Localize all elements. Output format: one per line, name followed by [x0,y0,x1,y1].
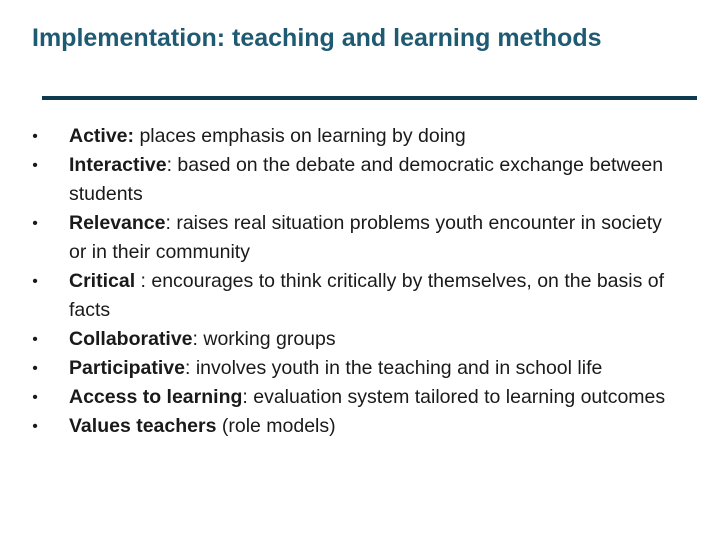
bullet-icon: • [32,157,38,174]
bullet-icon: • [32,215,38,232]
bullet-item-interactive [30,151,670,209]
bullet-item-collaborative [30,325,670,354]
bullet-icon: • [32,389,38,406]
bullet-item-critical [30,267,670,325]
bullet-text: : working groups [192,328,336,350]
bullet-icon: • [32,418,38,435]
bullet-text: : evaluation system tailored to learning outcomes [242,386,666,408]
bullet-term: Participative [69,357,185,379]
bullet-term: Relevance [69,212,166,234]
bullet-term: Access to learning [69,386,243,408]
bullet-item-participative [30,354,670,383]
bullet-icon: • [32,128,38,145]
bullet-icon: • [32,360,38,377]
bullet-term: Active: [69,125,135,147]
bullet-term: Critical [69,270,141,292]
bullet-list [30,122,670,441]
bullet-term: Interactive [69,154,167,176]
bullet-text: : based on the debate and democratic exchange between students [69,154,664,205]
bullet-icon: • [32,273,38,290]
title-underline [42,96,697,100]
bullet-text: (role models) [216,415,336,437]
bullet-term: Collaborative [69,328,193,350]
bullet-term: Values teachers [69,415,217,437]
bullet-item-active [30,122,670,151]
bullet-icon: • [32,331,38,348]
bullet-text: places emphasis on learning by doing [134,125,466,147]
bullet-item-access-to-learning [30,383,670,412]
slide-title: Implementation: teaching and learning methods [32,24,602,52]
bullet-item-values-teachers [30,412,670,441]
bullet-text: : involves youth in the teaching and in school life [184,357,603,379]
bullet-text: : encourages to think critically by themselves, on the basis of facts [69,270,665,321]
bullet-text: : raises real situation problems youth encounter in society or in their community [69,212,662,263]
bullet-item-relevance [30,209,670,267]
